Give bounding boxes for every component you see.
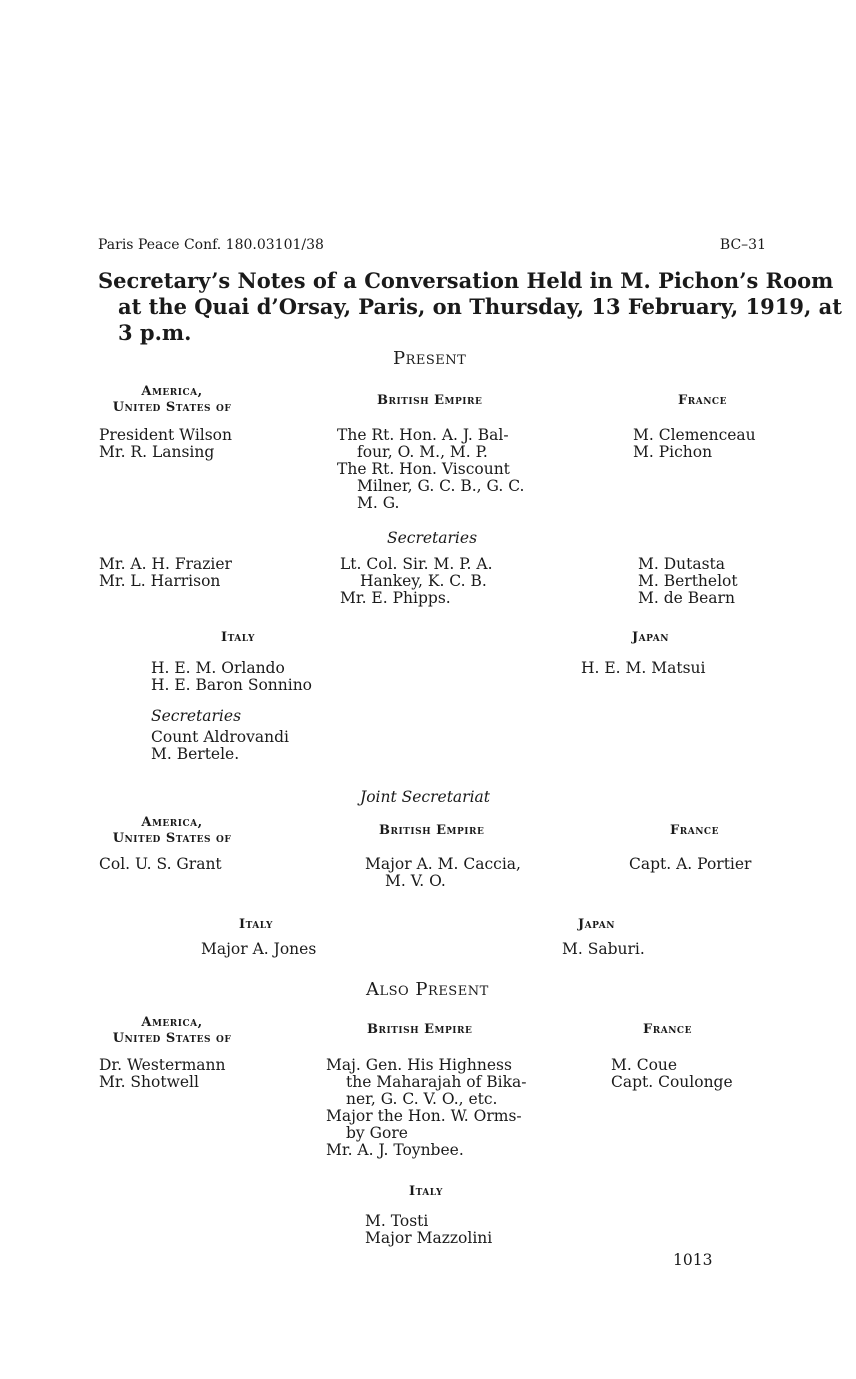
present-france-secretaries: M. Dutasta M. Berthelot M. de Bearn [638,555,738,607]
present-british-secretaries: Lt. Col. Sir. M. P. A. Hankey, K. C. B. Mr. E. Phipps. [340,555,493,607]
joint-japan-label: Japan [578,917,615,932]
also-present-heading: Also Present [366,979,489,1000]
joint-secretariat-heading: Joint Secretariat [360,788,491,806]
present-italy-label: Italy [221,630,255,645]
present-italy-secretaries: Count Aldrovandi M. Bertele. [151,728,289,763]
joint-british-label: British Empire [379,823,485,838]
joint-british-members: Major A. M. Caccia, M. V. O. [365,855,521,890]
present-italy-members: H. E. M. Orlando H. E. Baron Sonnino [151,659,313,694]
present-secretaries-heading: Secretaries [387,529,478,547]
joint-japan-members: M. Saburi. [562,940,645,958]
present-france-members: M. Clemenceau M. Pichon [633,426,756,461]
joint-america-label: America, United States of [112,815,232,846]
present-america-secretaries: Mr. A. H. Frazier Mr. L. Harrison [99,555,232,590]
present-heading: Present [393,348,467,369]
present-british-label: British Empire [377,393,483,408]
also-british-members: Maj. Gen. His Highness the Maharajah of Bika- ner, G. C. V. O., etc. Major the Hon. W. Orms- by Gore Mr. A. J. Toynbee. [326,1056,527,1159]
title-line-1: Secretary’s Notes of a Conversation Held in M. Pichon’s Room [98,268,834,293]
present-italy-secretaries-heading: Secretaries [151,707,242,725]
joint-america-members: Col. U. S. Grant [99,855,222,873]
also-italy-members: M. Tosti Major Mazzolini [365,1212,493,1247]
joint-france-label: France [670,823,719,838]
present-british-members: The Rt. Hon. A. J. Bal- four, O. M., M. P. The Rt. Hon. Viscount Milner, G. C. B., G. C. M. G. [337,426,525,512]
also-france-label: France [643,1022,692,1037]
present-japan-members: H. E. M. Matsui [581,659,706,677]
present-japan-label: Japan [632,630,669,645]
document-reference: Paris Peace Conf. 180.03101/38 [98,237,324,253]
joint-italy-members: Major A. Jones [201,940,317,958]
also-italy-label: Italy [409,1184,443,1199]
present-france-label: France [678,393,727,408]
title-line-2: at the Quai d’Orsay, Paris, on Thursday, 13 February, 1919, at [118,294,842,319]
title-line-3: 3 p.m. [118,320,192,345]
joint-italy-label: Italy [239,917,273,932]
also-france-members: M. Coue Capt. Coulonge [611,1056,733,1091]
page-title [98,268,842,346]
page-number: 1013 [673,1251,713,1269]
also-british-label: British Empire [367,1022,473,1037]
present-america-label: America, United States of [112,384,232,415]
also-america-label: America, United States of [112,1015,232,1046]
joint-france-members: Capt. A. Portier [629,855,752,873]
present-america-members: President Wilson Mr. R. Lansing [99,426,232,461]
also-america-members: Dr. Westermann Mr. Shotwell [99,1056,226,1091]
document-code: BC–31 [719,237,766,253]
